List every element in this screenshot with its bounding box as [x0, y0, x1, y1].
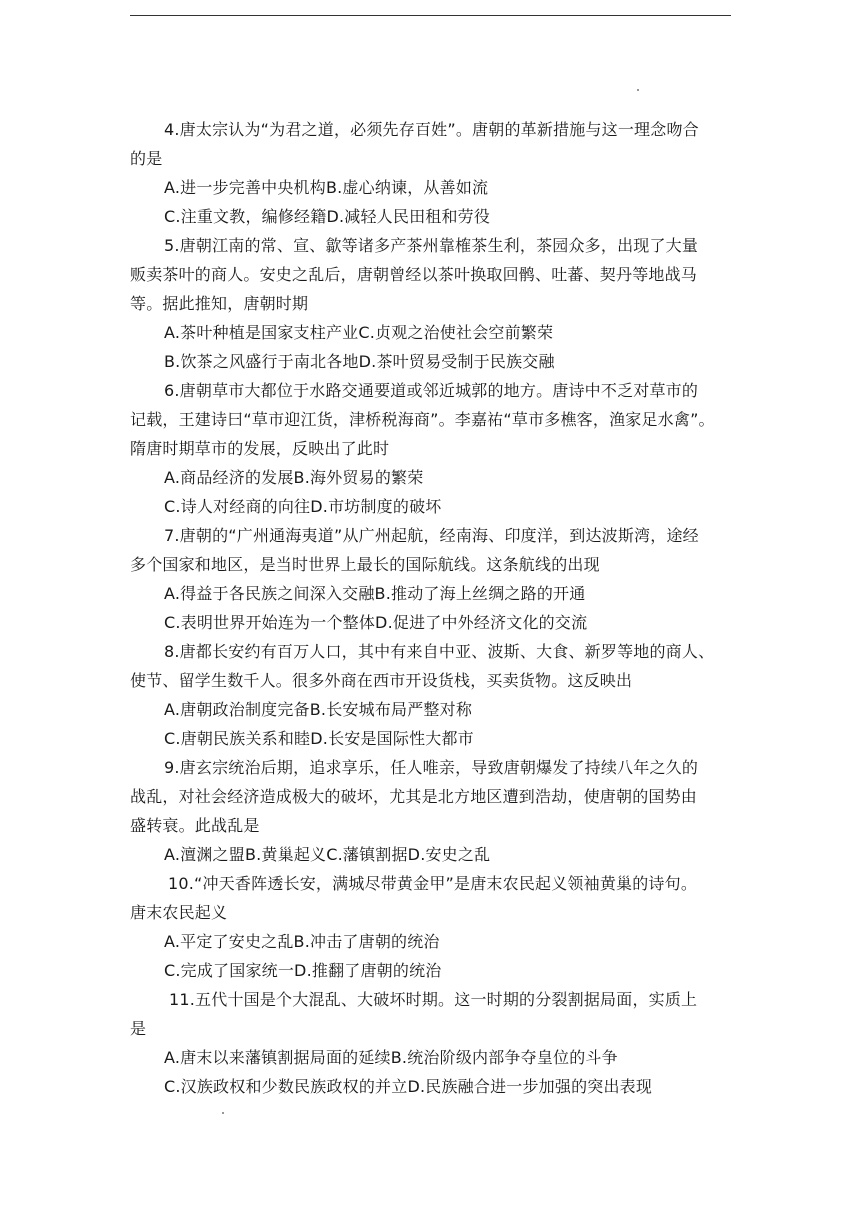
question-stem-line: 记载，王建诗曰“草市迎江货，津桥税海商”。李嘉祐“草市多樵客，渔家足水禽”。 — [130, 410, 715, 429]
header-rule — [130, 15, 731, 16]
answer-option: A.唐朝政治制度完备B.长安城布局严整对称 — [164, 700, 473, 719]
answer-option: A.进一步完善中央机构B.虚心纳谏，从善如流 — [164, 178, 489, 197]
answer-option: A.唐末以来藩镇割据局面的延续B.统治阶级内部争夺皇位的斗争 — [164, 1048, 618, 1067]
question-5 — [130, 231, 734, 376]
speck-mark — [637, 89, 639, 91]
answer-option: C.注重文教，编修经籍D.减轻人民田租和劳役 — [164, 207, 491, 226]
answer-option: C.完成了国家统一D.推翻了唐朝的统治 — [164, 961, 442, 980]
answer-option: C.汉族政权和少数民族政权的并立D.民族融合进一步加强的突出表现 — [164, 1077, 653, 1096]
question-10 — [130, 869, 734, 985]
answer-option: A.澶渊之盟B.黄巢起义C.藩镇割据D.安史之乱 — [164, 845, 491, 864]
question-stem-line: 多个国家和地区，是当时世界上最长的国际航线。这条航线的出现 — [130, 555, 600, 574]
question-stem-line: 隋唐时期草市的发展，反映出了此时 — [130, 439, 390, 458]
question-stem-line: 是 — [130, 1019, 147, 1038]
question-4 — [130, 115, 734, 231]
question-11 — [130, 985, 734, 1101]
question-8 — [130, 637, 734, 753]
question-stem-line: 贩卖茶叶的商人。安史之乱后，唐朝曾经以茶叶换取回鹘、吐蕃、契丹等地战马 — [130, 265, 698, 284]
question-stem-line: 5.唐朝江南的常、宣、歙等诸多产茶州靠榷茶生利，茶园众多，出现了大量 — [164, 236, 699, 255]
answer-option: C.表明世界开始连为一个整体D.促进了中外经济文化的交流 — [164, 613, 588, 632]
question-stem-line: 使节、留学生数千人。很多外商在西市开设货栈，买卖货物。这反映出 — [130, 671, 633, 690]
question-stem-line: 9.唐玄宗统治后期，追求享乐，任人唯亲，导致唐朝爆发了持续八年之久的 — [164, 758, 699, 777]
question-6 — [130, 376, 734, 521]
question-stem-line: 等。据此推知，唐朝时期 — [130, 294, 309, 313]
question-stem-line: 8.唐都长安约有百万人口，其中有来自中亚、波斯、大食、新罗等地的商人、 — [164, 642, 715, 661]
answer-option: A.平定了安史之乱B.冲击了唐朝的统治 — [164, 932, 440, 951]
question-stem-line: 10.“冲天香阵透长安，满城尽带黄金甲”是唐末农民起义领袖黄巢的诗句。 — [168, 874, 698, 893]
answer-option: C.诗人对经商的向往D.市坊制度的破坏 — [164, 497, 442, 516]
speck-mark — [222, 1112, 224, 1114]
answer-option: B.饮茶之风盛行于南北各地D.茶叶贸易受制于民族交融 — [164, 352, 555, 371]
question-stem-line: 唐末农民起义 — [130, 903, 228, 922]
question-stem-line: 7.唐朝的“广州通海夷道”从广州起航，经南海、印度洋，到达波斯湾，途经 — [164, 526, 699, 545]
answer-option: A.茶叶种植是国家支柱产业C.贞观之治使社会空前繁荣 — [164, 323, 554, 342]
question-stem-line: 的是 — [130, 149, 163, 168]
question-stem-line: 战乱，对社会经济造成极大的破坏，尤其是北方地区遭到浩劫，使唐朝的国势由 — [130, 787, 698, 806]
answer-option: A.得益于各民族之间深入交融B.推动了海上丝绸之路的开通 — [164, 584, 586, 603]
question-stem-line: 6.唐朝草市大都位于水路交通要道或邻近城郭的地方。唐诗中不乏对草市的 — [164, 381, 699, 400]
question-stem-line: 11.五代十国是个大混乱、大破坏时期。这一时期的分裂割据局面，实质上 — [169, 990, 698, 1009]
question-stem-line: 盛转衰。此战乱是 — [130, 816, 260, 835]
question-stem-line: 4.唐太宗认为“为君之道，必须先存百姓”。唐朝的革新措施与这一理念吻合 — [164, 120, 699, 139]
answer-option: C.唐朝民族关系和睦D.长安是国际性大都市 — [164, 729, 474, 748]
question-9 — [130, 753, 734, 869]
answer-option: A.商品经济的发展B.海外贸易的繁荣 — [164, 468, 424, 487]
question-list — [130, 115, 734, 1101]
question-7 — [130, 521, 734, 637]
